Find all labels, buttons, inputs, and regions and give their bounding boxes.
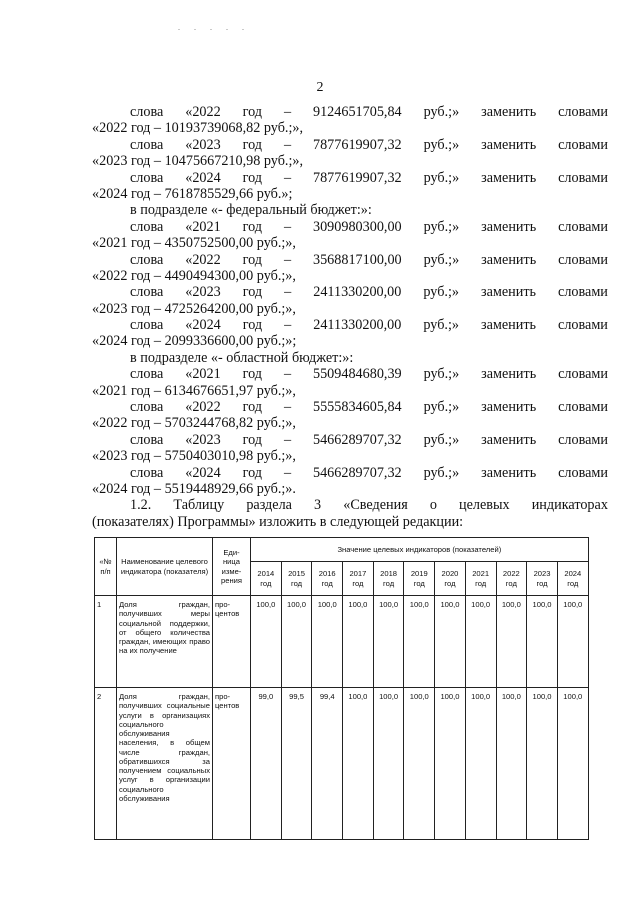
text-word: – (283, 431, 292, 448)
text-line (92, 481, 608, 497)
text-word: руб.;» (423, 104, 460, 120)
text-line (92, 120, 608, 136)
page-number: 2 (316, 80, 324, 95)
text-word: «2024 год – 2099336600,00 руб.;»; (92, 333, 297, 350)
text-word: слова (130, 464, 164, 481)
text-word: год (242, 104, 262, 120)
text-word: «2023 год – 10475667210,98 руб.;», (92, 153, 304, 170)
indicator-value: 100,0 (496, 688, 527, 840)
text-word: «2023 (185, 136, 221, 153)
indicator-value: 100,0 (373, 596, 404, 688)
text-word: год (242, 169, 262, 186)
year-value: 2020 (441, 569, 459, 579)
header-indicator-values: Значение целевых индикаторов (показателей) (251, 538, 589, 562)
table-row (95, 688, 589, 840)
text-word: словами (558, 218, 608, 235)
text-word: 5466289707,32 (312, 464, 402, 481)
text-word: Таблицу (173, 497, 225, 514)
text-word: руб.;» (423, 366, 460, 383)
text-word: – (284, 284, 292, 301)
text-word: «2024 (185, 464, 221, 481)
year-suffix: год (567, 578, 579, 588)
year-value: 2024 (564, 569, 582, 579)
text-word: руб.;» (423, 399, 460, 416)
text-word: – (283, 366, 292, 383)
text-word: 5466289707,32 (312, 431, 402, 448)
year-suffix: год (290, 578, 303, 588)
text-word: год (242, 251, 262, 268)
text-line (92, 317, 608, 333)
text-word: – (283, 464, 292, 481)
indicator-value: 100,0 (465, 596, 496, 688)
text-word: – (284, 317, 292, 334)
year-suffix: год (536, 578, 548, 588)
text-word: 2411330200,00 (313, 284, 402, 301)
table-row (95, 596, 589, 688)
text-word: 7877619907,32 (312, 136, 402, 153)
indicator-value: 100,0 (281, 596, 312, 688)
year-suffix: год (475, 578, 487, 588)
indicator-value: 100,0 (343, 688, 374, 840)
header-year (527, 562, 558, 596)
text-word: словами (558, 431, 608, 448)
text-word: – (283, 136, 292, 153)
text-word: слова (130, 104, 164, 120)
header-unit: Еди-ница изме-рения (213, 538, 251, 596)
text-word: руб.;» (423, 169, 460, 186)
indicator-value: 99,4 (312, 688, 343, 840)
year-value: 2021 (472, 569, 490, 579)
year-suffix: год (352, 578, 364, 588)
text-line (92, 497, 608, 513)
text-word: – (283, 169, 292, 186)
text-word: словами (558, 251, 608, 268)
text-word: год (242, 218, 262, 235)
text-word: заменить (481, 317, 537, 334)
row-number: 2 (95, 688, 117, 840)
text-word: о (429, 497, 437, 514)
indicator-value: 100,0 (404, 596, 435, 688)
text-word: словами (558, 284, 608, 301)
indicator-value: 99,0 (251, 688, 282, 840)
text-word: слова (130, 251, 164, 268)
text-word: – (283, 399, 292, 416)
text-word: «2021 год – 4350752500,00 руб.;», (92, 235, 296, 252)
header-year (404, 562, 435, 596)
text-word: слова (130, 169, 164, 186)
year-value: 2016 (318, 569, 336, 579)
text-word: словами (558, 399, 608, 416)
indicator-value: 100,0 (251, 596, 282, 688)
text-word: год (242, 399, 262, 416)
text-word: «2024 год – 7618785529,66 руб.»; (92, 185, 293, 202)
year-value: 2023 (533, 569, 551, 579)
text-word: «2022 (185, 251, 221, 268)
text-word: «2022 год – 10193739068,82 руб.;», (92, 120, 304, 137)
text-line (92, 301, 608, 317)
text-word: – (283, 104, 292, 120)
header-year (557, 562, 588, 596)
text-word: 9124651705,84 (312, 104, 402, 120)
text-line (92, 252, 608, 268)
text-word: 1.2. (130, 497, 152, 514)
text-word: «2021 (185, 218, 221, 235)
text-word: слова (130, 317, 164, 334)
text-word: руб.;» (423, 317, 459, 334)
text-line (92, 415, 608, 431)
text-word: руб.;» (423, 464, 460, 481)
unit-cell: про-центов (213, 688, 251, 840)
text-word: «2023 (185, 284, 221, 301)
text-word: – (283, 218, 292, 235)
indicator-name: Доля граждан, получивших социальные услуги в организациях социального обслуживания населения, в общем числе граждан, обратившихся за получением социальных услуг в организации социального обслуживания (117, 688, 213, 840)
text-word: 3 (314, 497, 322, 514)
text-word: словами (558, 366, 608, 383)
year-value: 2015 (288, 569, 305, 579)
text-word: заменить (481, 399, 537, 416)
text-word: «2024 год – 5519448929,66 руб.;». (92, 480, 296, 497)
text-word: словами (558, 464, 608, 481)
text-word: руб.;» (423, 136, 460, 153)
year-suffix: год (260, 578, 272, 588)
text-word: 5509484680,39 (312, 366, 402, 383)
text-word: индикаторах (531, 497, 608, 514)
header-year (435, 562, 466, 596)
year-suffix: год (413, 578, 425, 588)
indicator-value: 100,0 (404, 688, 435, 840)
scan-marks: . . . . . (178, 23, 250, 32)
indicator-value: 100,0 (527, 688, 558, 840)
text-word: заменить (481, 136, 537, 153)
text-word: руб.;» (423, 284, 459, 301)
header-year (496, 562, 527, 596)
year-value: 2017 (349, 569, 367, 579)
text-line (92, 137, 608, 153)
text-word: слова (130, 136, 164, 153)
header-year (373, 562, 404, 596)
header-year (251, 562, 282, 596)
indicator-value: 100,0 (557, 596, 588, 688)
text-line (92, 186, 608, 202)
indicator-value: 100,0 (435, 688, 466, 840)
text-word: заменить (481, 431, 537, 448)
document-body (92, 104, 608, 530)
text-word: «2024 (185, 317, 221, 334)
text-word: в подразделе «- областной бюджет:»: (130, 349, 354, 366)
text-word: заменить (481, 284, 537, 301)
text-line (92, 268, 608, 284)
text-line (92, 366, 608, 382)
text-line (92, 235, 608, 251)
text-word: слова (130, 284, 164, 301)
text-word: год (242, 366, 262, 383)
header-year (281, 562, 312, 596)
text-word: словами (558, 169, 608, 186)
indicator-value: 100,0 (373, 688, 404, 840)
text-word: «2023 (185, 431, 221, 448)
text-line (92, 153, 608, 169)
text-line (92, 350, 608, 366)
text-word: год (242, 464, 262, 481)
text-word: заменить (481, 169, 537, 186)
text-word: «2023 год – 5750403010,98 руб.;», (92, 448, 296, 465)
text-word: «2021 (185, 366, 221, 383)
text-word: «2022 год – 4490494300,00 руб.;», (92, 267, 296, 284)
text-word: 3090980300,00 (312, 218, 402, 235)
text-word: «2022 (185, 399, 221, 416)
text-word: 3568817100,00 (312, 251, 402, 268)
text-word: словами (558, 104, 608, 120)
year-suffix: год (383, 578, 395, 588)
year-suffix: год (444, 578, 456, 588)
text-word: год (242, 317, 263, 334)
indicators-table (94, 537, 589, 840)
text-line (92, 284, 608, 300)
text-word: слова (130, 399, 164, 416)
text-line (92, 514, 608, 530)
header-year (343, 562, 374, 596)
text-word: руб.;» (423, 431, 460, 448)
indicator-value: 100,0 (527, 596, 558, 688)
year-value: 2022 (502, 569, 520, 579)
header-year (465, 562, 496, 596)
text-line (92, 104, 608, 120)
text-word: целевых (459, 497, 510, 514)
header-number: «№ п/п (95, 538, 117, 596)
text-word: руб.;» (423, 251, 460, 268)
text-word: «2024 (185, 169, 221, 186)
text-word: год (242, 431, 262, 448)
unit-cell: про-центов (213, 596, 251, 688)
text-line (92, 383, 608, 399)
text-line (92, 465, 608, 481)
text-line (92, 448, 608, 464)
text-word: заменить (481, 366, 537, 383)
text-word: словами (558, 136, 608, 153)
text-word: 7877619907,32 (312, 169, 402, 186)
text-word: слова (130, 218, 164, 235)
text-word: год (242, 284, 263, 301)
text-word: «2022 (185, 104, 221, 120)
year-value: 2014 (257, 569, 275, 579)
text-word: заменить (481, 104, 537, 120)
indicator-value: 100,0 (465, 688, 496, 840)
text-word: заменить (481, 218, 537, 235)
text-line (92, 219, 608, 235)
text-word: (показателях) Программы» изложить в следующей редакции: (92, 513, 464, 530)
row-number: 1 (95, 596, 117, 688)
text-line (92, 170, 608, 186)
text-word: год (242, 136, 262, 153)
indicator-value: 100,0 (435, 596, 466, 688)
indicator-value: 100,0 (557, 688, 588, 840)
text-word: «2023 год – 4725264200,00 руб.;», (92, 300, 296, 317)
text-word: слова (130, 431, 164, 448)
text-word: заменить (481, 251, 537, 268)
text-line (92, 333, 608, 349)
text-word: – (283, 251, 292, 268)
year-value: 2018 (380, 569, 398, 579)
indicator-value: 100,0 (312, 596, 343, 688)
text-line (92, 432, 608, 448)
text-word: «2021 год – 6134676651,97 руб.;», (92, 382, 296, 399)
header-indicator-name: Наименование целевого индикатора (показателя) (117, 538, 213, 596)
text-word: руб.;» (423, 218, 460, 235)
year-value: 2019 (410, 569, 428, 579)
indicator-value: 99,5 (281, 688, 312, 840)
indicator-name: Доля граждан, получивших меры социальной поддержки, от общего количества граждан, имеющих право на их получение (117, 596, 213, 688)
text-word: 2411330200,00 (313, 317, 402, 334)
text-word: «2022 год – 5703244768,82 руб.;», (92, 415, 296, 432)
text-line (92, 202, 608, 218)
year-suffix: год (505, 578, 517, 588)
text-word: слова (130, 366, 164, 383)
text-word: заменить (481, 464, 537, 481)
text-word: в подразделе «- федеральный бюджет:»: (130, 202, 372, 219)
year-suffix: год (321, 578, 333, 588)
indicator-value: 100,0 (343, 596, 374, 688)
text-word: словами (558, 317, 608, 334)
indicator-value: 100,0 (496, 596, 527, 688)
text-word: 5555834605,84 (312, 399, 402, 416)
text-word: раздела (246, 497, 292, 514)
text-word: «Сведения (343, 497, 408, 514)
header-year (312, 562, 343, 596)
text-line (92, 399, 608, 415)
